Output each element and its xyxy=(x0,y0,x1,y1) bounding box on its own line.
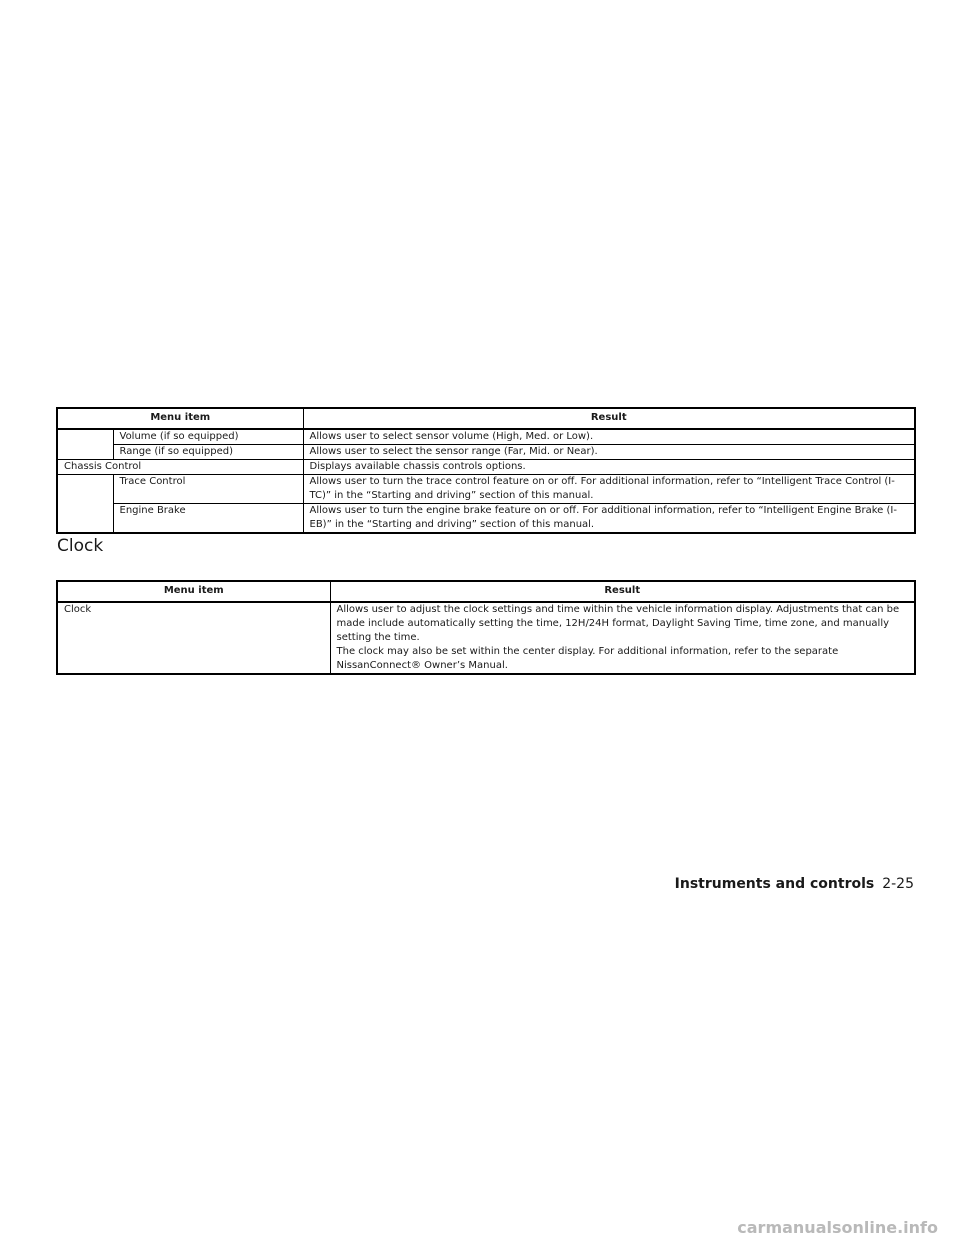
result-cell: Allows user to turn the engine brake feature on or off. For additional information, refer to “Intelligent Engine Brake (I-EB)” in the “Starting and driving” section of this manual. xyxy=(303,504,915,534)
table-row xyxy=(57,504,915,534)
section-title-clock: Clock xyxy=(57,536,104,556)
result-cell: Allows user to turn the trace control feature on or off. For additional information, refer to “Intelligent Trace Control (I-TC)” in the “Starting and driving” section of this manual. xyxy=(303,475,915,504)
result-paragraph: The clock may also be set within the center display. For additional information, refer to the separate NissanConnect® Owner’s Manual. xyxy=(336,646,839,671)
menu-item-cell: Range (if so equipped) xyxy=(113,445,303,460)
column-header-menu-item: Menu item xyxy=(57,581,330,602)
result-cell xyxy=(330,602,915,674)
result-paragraph: Allows user to adjust the clock settings and time within the vehicle information display. Adjustments that can be made include automatically setting the time, 12H/24H format, Daylight Saving Time, time zone, and manually setting the time. xyxy=(336,604,900,643)
menu-item-cell: Trace Control xyxy=(113,475,303,504)
menu-item-cell: Volume (if so equipped) xyxy=(113,429,303,445)
table-row xyxy=(57,445,915,460)
indent-spacer xyxy=(57,475,113,534)
page-footer xyxy=(675,876,914,892)
menu-item-cell: Chassis Control xyxy=(57,460,303,475)
column-header-result: Result xyxy=(330,581,915,602)
table-row xyxy=(57,475,915,504)
indent-spacer xyxy=(57,429,113,460)
page-number: 2-25 xyxy=(882,876,914,892)
chapter-title: Instruments and controls xyxy=(674,876,875,892)
result-cell: Displays available chassis controls options. xyxy=(303,460,915,475)
watermark: carmanualsonline.info xyxy=(737,1218,938,1237)
table-row xyxy=(57,602,915,674)
table-row xyxy=(57,460,915,475)
column-header-result: Result xyxy=(303,408,915,429)
clock-settings-table xyxy=(56,580,916,675)
table-row xyxy=(57,429,915,445)
menu-settings-table xyxy=(56,407,916,534)
menu-item-cell: Engine Brake xyxy=(113,504,303,534)
menu-item-cell: Clock xyxy=(57,602,330,674)
result-cell: Allows user to select the sensor range (Far, Mid. or Near). xyxy=(303,445,915,460)
result-cell: Allows user to select sensor volume (High, Med. or Low). xyxy=(303,429,915,445)
column-header-menu-item: Menu item xyxy=(57,408,303,429)
